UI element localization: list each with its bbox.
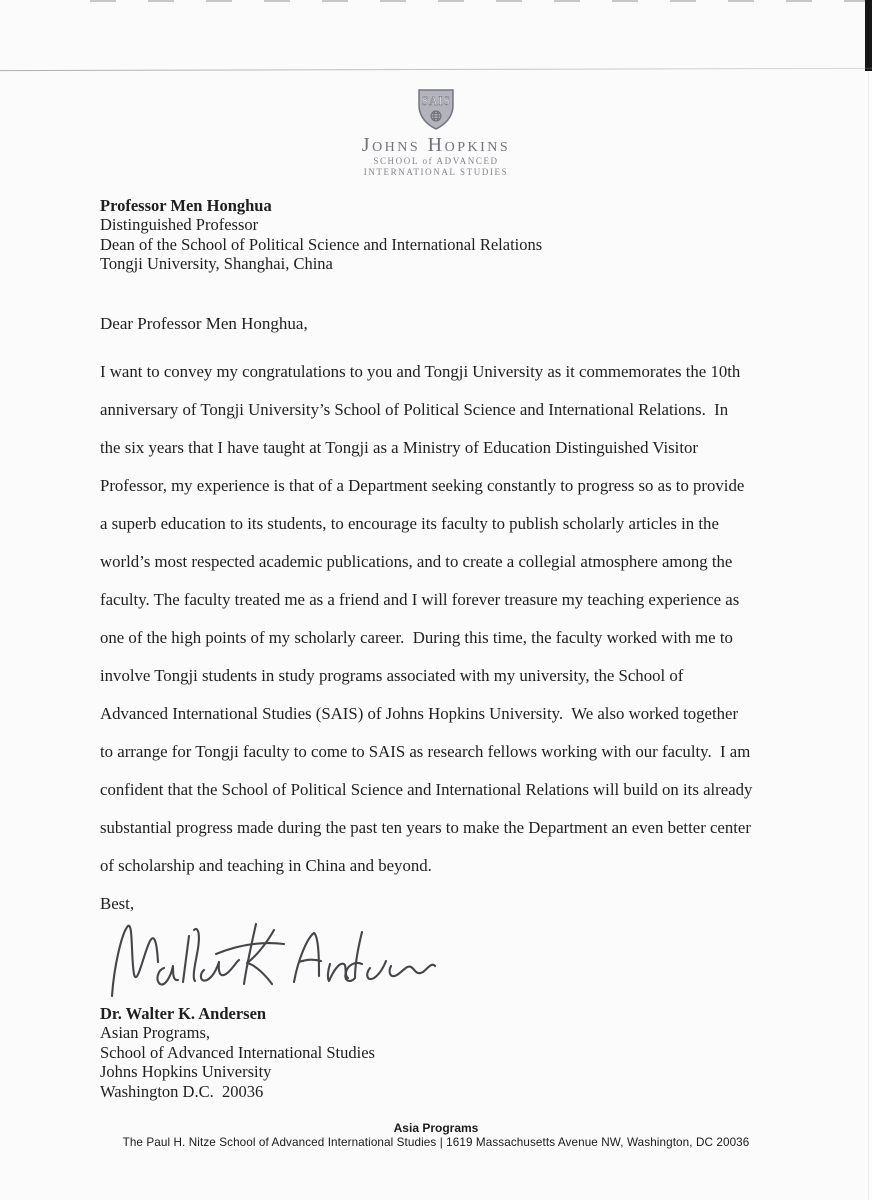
paper-edge-line <box>0 68 872 71</box>
recipient-title: Distinguished Professor <box>100 215 259 235</box>
body-line: faculty. The faculty treated me as a friend and I will forever treasure my teaching experience as <box>100 590 740 609</box>
body-line: a superb education to its students, to encourage its faculty to publish scholarly articles in the <box>100 514 719 533</box>
org-name: Johns Hopkins <box>361 134 511 156</box>
shield-sais-text: SAIS <box>421 94 451 108</box>
school-line-1: SCHOOL of ADVANCED <box>373 156 499 166</box>
sender-university: Johns Hopkins University <box>100 1062 272 1082</box>
body-line: substantial progress made during the past ten years to make the Department an even better center <box>100 818 751 837</box>
closing: Best, <box>100 894 135 913</box>
sais-shield-icon <box>413 88 459 132</box>
scan-artifact-corner <box>865 0 872 71</box>
footer-title: Asia Programs <box>393 1121 479 1135</box>
body-line: confident that the School of Political Science and International Relations will build on its already <box>100 780 753 799</box>
letter-body <box>100 353 800 885</box>
footer <box>0 1121 872 1150</box>
body-line: involve Tongji students in study programs associated with my university, the School of <box>100 666 684 685</box>
school-line-2: INTERNATIONAL STUDIES <box>363 167 509 177</box>
body-line: of scholarship and teaching in China and beyond. <box>100 856 432 875</box>
salutation: Dear Professor Men Honghua, <box>100 314 308 333</box>
signoff-block <box>100 1004 375 1101</box>
body-line: anniversary of Tongji University’s School of Political Science and International Relations. In <box>100 400 729 419</box>
body-line: Advanced International Studies (SAIS) of Johns Hopkins University. We also worked together <box>100 704 739 723</box>
footer-address: The Paul H. Nitze School of Advanced International Studies | 1619 Massachusetts Avenue NW, Washington, DC 20036 <box>122 1136 750 1149</box>
body-line: Professor, my experience is that of a Department seeking constantly to progress so as to provide <box>100 476 745 495</box>
paper-edge-right-line <box>868 71 869 1200</box>
body-line: one of the high points of my scholarly career. During this time, the faculty worked with me to <box>100 628 733 647</box>
body-line: I want to convey my congratulations to you and Tongji University as it commemorates the 10th <box>100 362 741 381</box>
signature-handwriting <box>98 908 443 1008</box>
body-line: world’s most respected academic publications, and to create a collegial atmosphere among the <box>100 552 733 571</box>
recipient-name: Professor Men Honghua <box>100 196 272 215</box>
body-line: the six years that I have taught at Tongji as a Ministry of Education Distinguished Visitor <box>100 438 698 457</box>
sender-dept: Asian Programs, <box>100 1023 210 1043</box>
sender-city: Washington D.C. 20036 <box>100 1081 264 1101</box>
scan-artifact-top-dashes <box>90 0 872 2</box>
recipient-role: Dean of the School of Political Science and International Relations <box>100 234 543 254</box>
recipient-university: Tongji University, Shanghai, China <box>100 254 333 274</box>
letterhead <box>0 88 872 178</box>
recipient-block <box>100 196 542 274</box>
sender-name: Dr. Walter K. Andersen <box>100 1004 267 1023</box>
sender-school: School of Advanced International Studies <box>100 1042 375 1062</box>
body-line: to arrange for Tongji faculty to come to SAIS as research fellows working with our faculty. I am <box>100 742 751 761</box>
